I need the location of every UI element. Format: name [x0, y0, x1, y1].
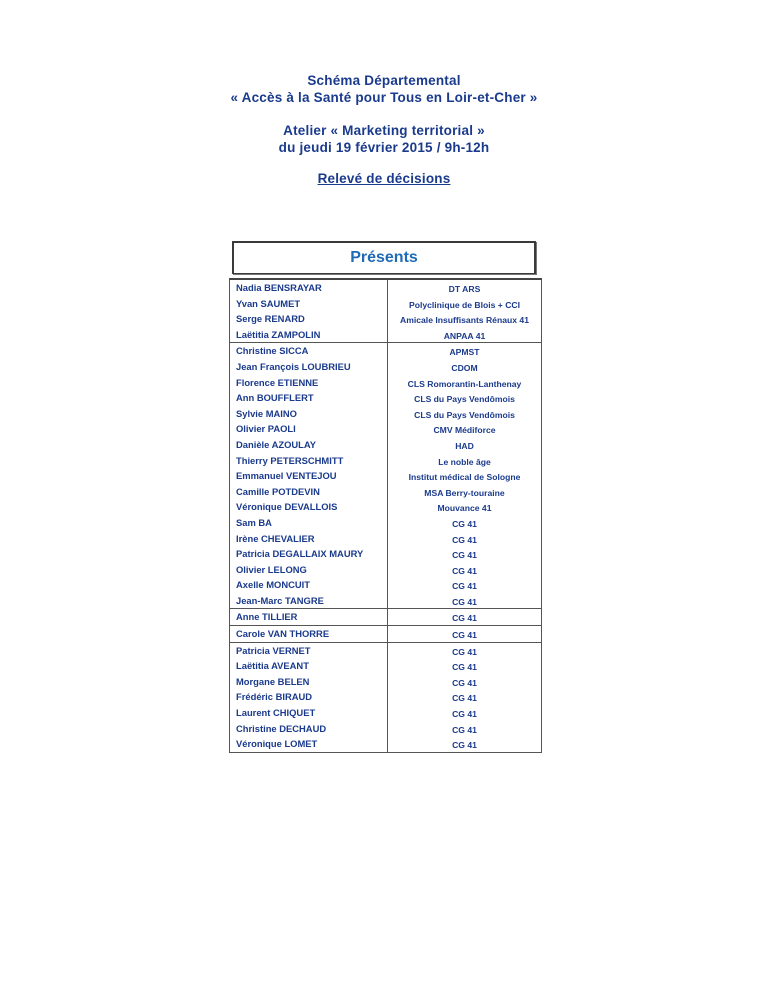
attendee-name: Camille POTDEVIN: [230, 484, 388, 500]
attendee-name: Irène CHEVALIER: [230, 531, 388, 547]
table-row: [230, 531, 541, 547]
attendee-name: Ann BOUFFLERT: [230, 390, 388, 406]
attendee-organization: CG 41: [452, 613, 477, 624]
workshop-date: du jeudi 19 février 2015 / 9h-12h: [278, 140, 490, 155]
table-row: [230, 406, 541, 422]
table-row: [230, 643, 541, 659]
attendee-organization: HAD: [455, 440, 474, 451]
attendee-name: Thierry PETERSCHMITT: [230, 453, 388, 469]
document-header: [0, 72, 768, 187]
attendee-organization: CG 41: [452, 646, 477, 657]
table-row: [230, 311, 541, 327]
table-row: [230, 359, 541, 375]
attendee-name: Carole VAN THORRE: [230, 626, 388, 642]
scheme-subtitle: « Accès à la Santé pour Tous en Loir-et-Cher »: [230, 90, 538, 105]
attendee-organization: CG 41: [452, 693, 477, 704]
table-row: [230, 689, 541, 705]
presents-heading-box: [232, 241, 536, 274]
attendee-organization: Institut médical de Sologne: [408, 472, 521, 483]
attendee-name: Patricia VERNET: [230, 643, 388, 659]
attendee-organization: CG 41: [452, 740, 477, 751]
attendee-name: Christine DECHAUD: [230, 721, 388, 737]
attendee-name: Axelle MONCUIT: [230, 577, 388, 593]
attendee-organization: CG 41: [452, 709, 477, 720]
table-row: [230, 705, 541, 721]
attendee-name: Frédéric BIRAUD: [230, 689, 388, 705]
attendee-organization: CLS du Pays Vendômois: [414, 409, 515, 420]
attendees-table: [229, 278, 542, 753]
table-row: [230, 609, 541, 626]
attendee-name: Sam BA: [230, 515, 388, 531]
attendee-name: Olivier LELONG: [230, 562, 388, 578]
decisions-heading: Relevé de décisions: [317, 171, 451, 186]
table-row: [230, 593, 541, 610]
attendee-organization: CG 41: [452, 677, 477, 688]
scheme-title: Schéma Départemental: [307, 73, 461, 88]
attendee-organization: CG 41: [452, 630, 477, 641]
attendee-name: Danièle AZOULAY: [230, 437, 388, 453]
table-row: [230, 390, 541, 406]
attendee-organization: CDOM: [451, 362, 478, 373]
table-row: [230, 674, 541, 690]
table-row: [230, 721, 541, 737]
attendee-organization: CG 41: [452, 662, 477, 673]
table-row: [230, 280, 541, 296]
attendee-organization: CG 41: [452, 596, 477, 607]
table-row: [230, 736, 541, 752]
attendee-name: Florence ETIENNE: [230, 375, 388, 391]
attendee-organization: Polyclinique de Blois + CCI: [408, 299, 521, 310]
table-row: [230, 343, 541, 359]
attendee-organization: Mouvance 41: [437, 503, 492, 514]
attendee-name: Nadia BENSRAYAR: [230, 280, 388, 296]
attendee-name: Laëtitia AVEANT: [230, 658, 388, 674]
attendee-organization: CMV Médiforce: [433, 425, 496, 436]
attendee-name: Morgane BELEN: [230, 674, 388, 690]
table-row: [230, 577, 541, 593]
attendee-name: Patricia DEGALLAIX MAURY: [230, 546, 388, 562]
table-row: [230, 626, 541, 643]
attendee-name: Sylvie MAINO: [230, 406, 388, 422]
table-row: [230, 515, 541, 531]
attendee-organization: CG 41: [452, 550, 477, 561]
attendee-organization: ANPAA 41: [443, 330, 486, 341]
table-row: [230, 468, 541, 484]
attendee-name: Jean François LOUBRIEU: [230, 359, 388, 375]
table-row: [230, 296, 541, 312]
attendee-name: Yvan SAUMET: [230, 296, 388, 312]
attendee-organization: CG 41: [452, 724, 477, 735]
attendee-organization: Le noble âge: [438, 456, 491, 467]
attendee-name: Serge RENARD: [230, 311, 388, 327]
attendee-name: Anne TILLIER: [230, 609, 388, 625]
attendee-name: Emmanuel VENTEJOU: [230, 468, 388, 484]
table-row: [230, 546, 541, 562]
attendee-name: Olivier PAOLI: [230, 421, 388, 437]
attendee-name: Christine SICCA: [230, 343, 388, 359]
table-row: [230, 453, 541, 469]
attendee-organization: CG 41: [452, 565, 477, 576]
table-row: [230, 484, 541, 500]
table-row: [230, 437, 541, 453]
table-row: [230, 421, 541, 437]
attendee-organization: Amicale Insuffisants Rénaux 41: [400, 315, 529, 326]
attendee-organization: CLS Romorantin-Lanthenay: [407, 378, 522, 389]
attendee-name: Laurent CHIQUET: [230, 705, 388, 721]
workshop-title: Atelier « Marketing territorial »: [283, 123, 485, 138]
attendee-organization: APMST: [449, 347, 480, 358]
attendee-organization: CG 41: [452, 581, 477, 592]
table-row: [230, 562, 541, 578]
table-row: [230, 375, 541, 391]
attendee-organization: CLS du Pays Vendômois: [414, 394, 515, 405]
table-row: [230, 499, 541, 515]
attendee-name: Laëtitia ZAMPOLIN: [230, 327, 388, 343]
presents-title: Présents: [350, 249, 418, 266]
table-row: [230, 658, 541, 674]
attendee-name: Jean-Marc TANGRE: [230, 593, 388, 609]
attendee-organization: CG 41: [452, 518, 477, 529]
attendee-name: Véronique LOMET: [230, 736, 388, 752]
attendee-name: Véronique DEVALLOIS: [230, 499, 388, 515]
table-row: [230, 327, 541, 344]
attendee-organization: CG 41: [452, 534, 477, 545]
attendee-organization: MSA Berry-touraine: [424, 487, 505, 498]
attendee-organization: DT ARS: [448, 284, 481, 294]
